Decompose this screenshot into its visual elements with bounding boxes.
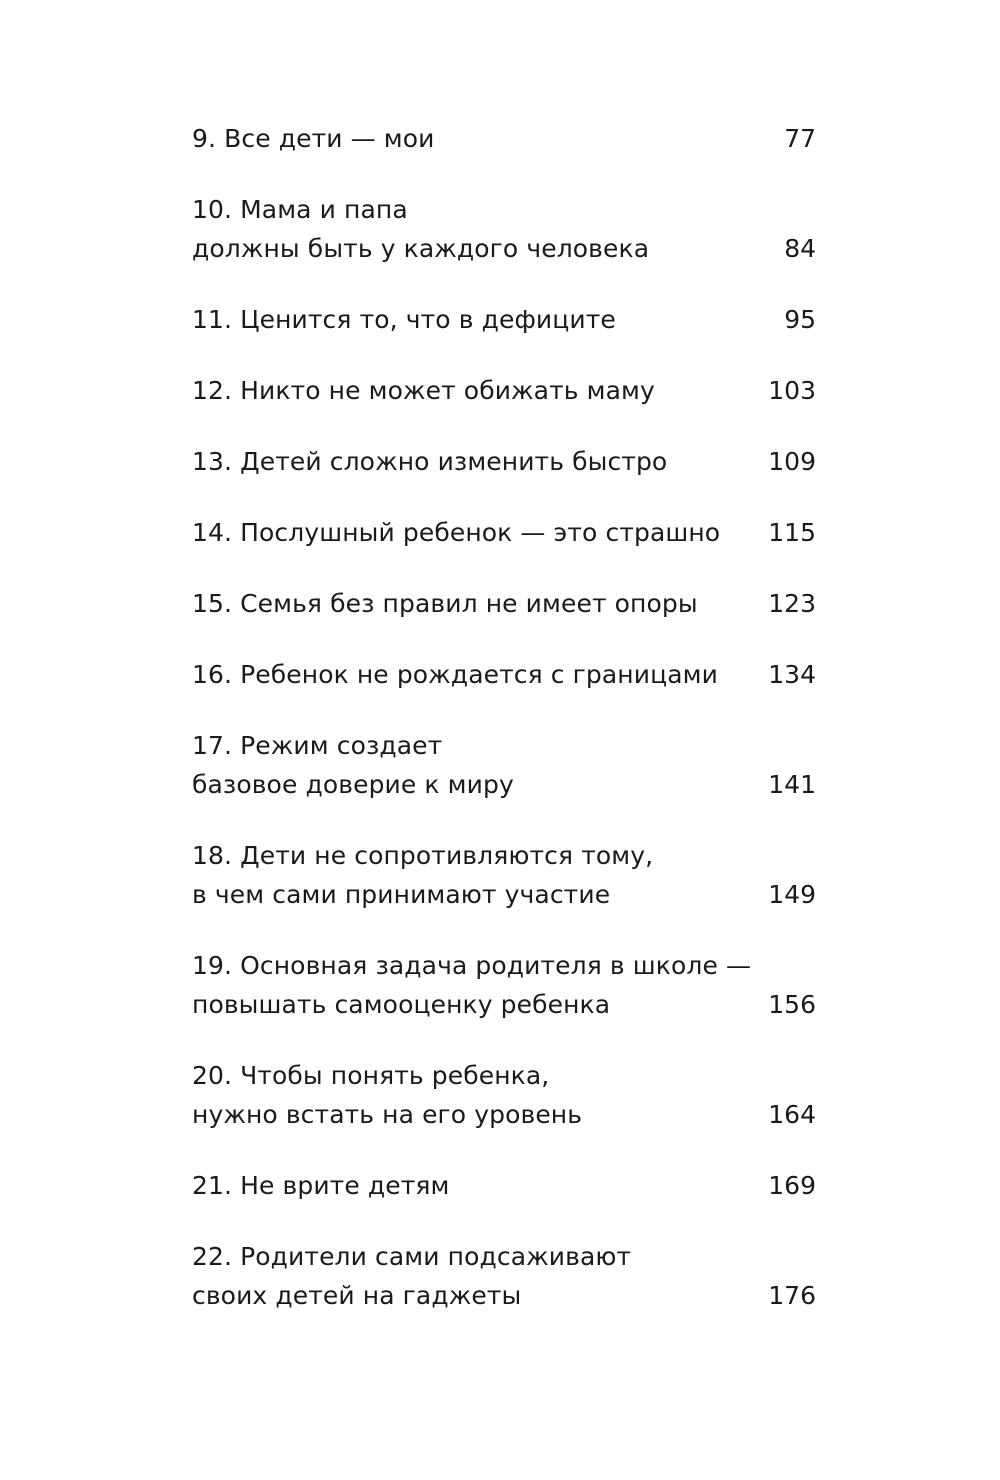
table-of-contents	[192, 119, 816, 1315]
toc-entry-page: 164	[768, 1100, 816, 1129]
toc-entry-page: 115	[768, 518, 816, 547]
toc-entry-title: 20. Чтобы понять ребенка,	[192, 1061, 550, 1090]
toc-entry-page: 141	[768, 770, 816, 799]
toc-entry-title: 18. Дети не сопротивляются тому,	[192, 841, 654, 870]
toc-entry	[192, 190, 816, 268]
toc-entry-page: 95	[784, 305, 816, 334]
toc-entry-page: 103	[768, 376, 816, 405]
toc-entry	[192, 655, 816, 694]
toc-entry-title-continued: своих детей на гаджеты	[192, 1281, 522, 1310]
toc-entry	[192, 946, 816, 1024]
toc-entry-page: 156	[768, 990, 816, 1019]
toc-entry-title: 11. Ценится то, что в дефиците	[192, 305, 616, 334]
toc-entry	[192, 1056, 816, 1134]
toc-entry-title: 16. Ребенок не рождается с границами	[192, 660, 718, 689]
toc-entry-title: 22. Родители сами подсаживают	[192, 1242, 632, 1271]
toc-entry-page: 77	[784, 124, 816, 153]
toc-entry	[192, 1166, 816, 1205]
toc-entry-title: 12. Никто не может обижать маму	[192, 376, 655, 405]
toc-entry-title-continued: повышать самооценку ребенка	[192, 990, 611, 1019]
toc-entry	[192, 442, 816, 481]
toc-entry-page: 176	[768, 1281, 816, 1310]
toc-entry-title-continued: должны быть у каждого человека	[192, 234, 650, 263]
toc-entry-page: 149	[768, 880, 816, 909]
toc-entry-title: 13. Детей сложно изменить быстро	[192, 447, 668, 476]
toc-entry-title: 15. Семья без правил не имеет опоры	[192, 589, 698, 618]
toc-entry	[192, 1237, 816, 1315]
toc-entry-title-continued: в чем сами принимают участие	[192, 880, 611, 909]
toc-entry-page: 134	[768, 660, 816, 689]
toc-entry-title-continued: базовое доверие к миру	[192, 770, 514, 799]
toc-entry	[192, 513, 816, 552]
toc-entry-title: 14. Послушный ребенок — это страшно	[192, 518, 721, 547]
toc-entry	[192, 726, 816, 804]
toc-entry	[192, 836, 816, 914]
toc-entry-title: 17. Режим создает	[192, 731, 443, 760]
toc-entry	[192, 371, 816, 410]
toc-entry-page: 169	[768, 1171, 816, 1200]
toc-entry-title: 10. Мама и папа	[192, 195, 408, 224]
toc-entry	[192, 584, 816, 623]
toc-entry-title: 19. Основная задача родителя в школе —	[192, 951, 752, 980]
toc-entry-page: 123	[768, 589, 816, 618]
toc-entry-title-continued: нужно встать на его уровень	[192, 1100, 583, 1129]
toc-entry-title: 9. Все дети — мои	[192, 124, 435, 153]
toc-entry-page: 109	[768, 447, 816, 476]
toc-entry	[192, 300, 816, 339]
toc-entry-page: 84	[784, 234, 816, 263]
toc-entry	[192, 119, 816, 158]
toc-entry-title: 21. Не врите детям	[192, 1171, 450, 1200]
